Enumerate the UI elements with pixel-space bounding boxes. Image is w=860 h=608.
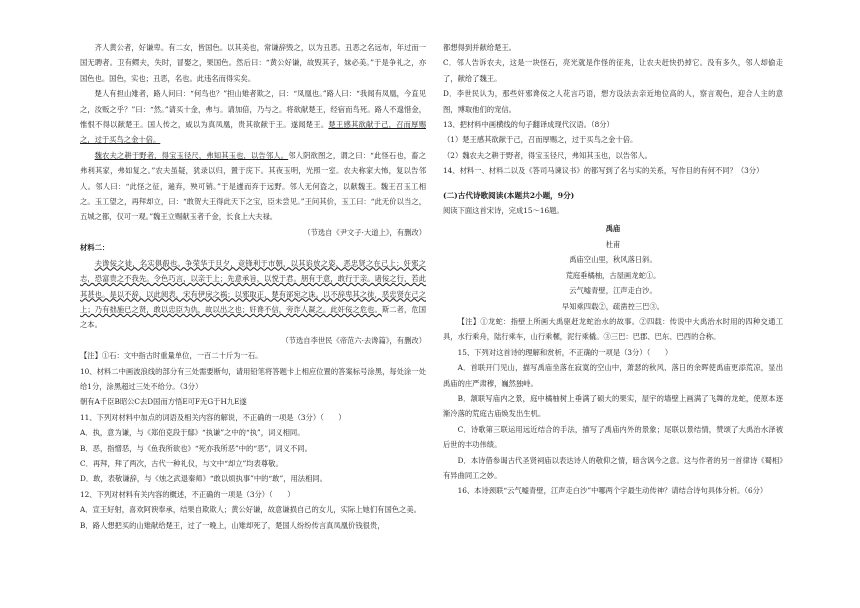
poem-line-3: 云气嘘青壁，江声走白沙。: [569, 286, 657, 296]
q15-option-b: B．颔联写庙内之景，庭中橘柚树上垂满了硕大的果实，屋宇的墙壁上画满了飞舞的龙蛇，使原本逐渐冷落的荒庭古庙焕发出生机。: [443, 393, 783, 419]
material2-para1-end: 斯二者，危国之本。: [80, 304, 427, 330]
wavy-underlined-text: 夫谗佞之徒，名实俱殽也。争荣华于旦夕，竞锋利于市朝，以其谄放之姿，恶忠贤之在己上；奸邪之志，恐富贵之不我先。令色巧言，以亲于上；先意承旨，以悦于君。朋有于意，敢行于亲。诸佞之行，若此其甚也。是以不辞，以此阅表，宋有伊戾之祸；以邪取正，楚有郤宛之诛。以不辞卑其之徒，恶忠贤在己之上；乃有拙施已之贤，敢以忠臣为仇，故以出之也；奸谗不信，旁诈人凝之。此奸佞之危也。: [80, 258, 426, 314]
question-10: 10、材料二中画波浪线的部分有三处需要断句，请用铅笔将答题卡上相应位置的答案标号涂黑，每处涂一处给1分，涂黑超过三处不给分。（3分）: [80, 366, 426, 391]
q13-item-2: （2）魏农夫之耕于野者，得宝玉径尺，弗知其玉也，以告邻人。: [443, 150, 652, 160]
material1-para1: 齐人黄公者，好谦卑。有二女，皆国色。以其美也，常谦辞毁之，以为丑恶。丑恶之名远布，年过而一国无聘者。卫有鳏夫，失时，冒娶之，果国色。然后曰：“黄公好谦，故毁其子，妹必美。”于是争礼之，亦国色也。国色，实也；丑恶，名也。此违名而得实矣。: [80, 43, 426, 83]
translation-sentence-2: 魏农夫之耕于野者，得宝玉径尺，弗知其玉也，以告邻人。: [94, 150, 289, 160]
poem-note: 【注】①龙蛇：指壁上所画大禹驱赶龙蛇治水的故事。②四载：传说中大禹治水时用的四种交通工具，水行乘舟，陆行乘车，山行乘樏，泥行乘橇。③三巴：巴郡、巴东、巴西的合称。: [443, 316, 783, 342]
right-column: [443, 40, 783, 499]
q12-option-a: A．宣王好射，喜欢阿谀奉承，结果自欺欺人；黄公好谦，故意谦损自己的女儿，实际上她们有国色之美。: [80, 505, 421, 515]
q11-option-d: D．敢，表敬谦辞，与《烛之武退秦师》“敢以烦执事”中的“敢”，用法相同。: [80, 474, 327, 484]
question-10-line: 朝有A千臣B昭公C去D国而方悟E可F无G于H九E遂: [80, 397, 247, 407]
section-2-intro: 阅读下面这首宋诗，完成15～16题。: [443, 206, 564, 216]
q15-option-a: A．首联开门见山，描写禹庙坐落在寂寞的空山中，萧瑟的秋风、落日的余晖使禹庙更添荒凉，显出禹庙的庄严肃穆，巍然独峙。: [443, 363, 783, 388]
material1-para3: [80, 148, 426, 225]
question-16: 16、本诗颈联“云气嘘青壁，江声走白沙”中哪两个字最生动传神？请结合诗句具体分析。（6分）: [457, 486, 768, 496]
poem-line-2: 荒庭垂橘柚，古屋画龙蛇①。: [565, 270, 661, 280]
material1-para2: [80, 86, 426, 148]
q12-option-b: B．路人想把买的山雉献给楚王，过了一晚上，山雉却死了，楚国人纷纷传言真凤凰价钱很贵，: [80, 520, 385, 530]
q15-option-d: D．本诗借参谒古代圣贤祠庙以表达诗人的敬仰之情，暗含讽今之意。这与作者的另一首律诗《蜀相》有异曲同工之妙。: [443, 455, 783, 480]
material2-source: （节选自李世民《帝范六·去谗篇》，有删改）: [281, 335, 426, 345]
q13-item-1: （1）楚王感其欲献于己，召而厚赐之，过于买鸟之金十倍。: [443, 135, 638, 145]
material2-label: 材料二：: [80, 243, 110, 253]
left-column: [80, 40, 426, 533]
poem-author: 杜甫: [605, 239, 621, 249]
question-15: 15、下列对这首诗的理解和赏析，不正确的一项是（3分）（ ）: [457, 347, 673, 357]
material1-para2-text: 楚人有担山雉者，路人问曰：“何鸟也？”担山雉者欺之，曰：“凤凰也。”路人曰：“我闻有凤凰，今直见之，汝贩之乎？”曰：“然。”请买十金，弗与。请加倍，乃与之。将欲献楚王，经宿而鸟死。路人不遑惜金，惟恨不得以献楚王。国人传之，咸以为真凤凰，贵其欲献于王。遂闻楚王。: [80, 89, 426, 130]
question-14: 14、材料一、材料二以及《答司马谏议书》的都写到了名与实的关系，写作目的有何不同？（3分）: [443, 166, 764, 176]
translation-sentence-1: 楚王感其欲献于己，召而厚赐之，过于买鸟之金十倍。: [80, 120, 427, 145]
question-12: 12、下列对材料有关内容的概述，不正确的一项是（3分）（ ）: [80, 489, 295, 499]
material1-source: （节选自《尹文子·大道上》，有删改）: [303, 227, 426, 237]
poem-title: 禹庙: [605, 224, 621, 234]
question-13: 13、把材料中画横线的句子翻译成现代汉语。（8分）: [443, 120, 614, 130]
material2-para1: [80, 256, 426, 333]
question-11: 11、下列对材料中加点的词语及相关内容的解说，不正确的一项是（3分）（ ）: [80, 412, 346, 422]
q11-option-c: C．再拜，拜了两次，古代一种礼仪，与文中“却立”均表尊敬。: [80, 458, 283, 468]
spacer: [443, 179, 783, 185]
q12-option-b-continued: 都想得到并献给楚王。: [443, 43, 516, 52]
q15-option-c: C．诗歌第三联运用远近结合的手法，描写了禹庙内外的景象；尾联以景结情，赞颂了大禹治水泽被后世的丰功伟绩。: [443, 424, 783, 450]
q11-option-a: A．执，意为谦，与《郑伯克段于鄢》“执谦”之中的“执”，词义相同。: [80, 428, 305, 438]
q11-option-b: B．恶，指憎恶，与《鱼我所欲也》“死亦我所恶”中的“恶”，词义不同。: [80, 443, 312, 453]
poem-line-4: 早知乘四载②，疏凿控三巴③。: [561, 301, 665, 311]
q12-option-d: D．李世民认为，那些奸邪谗佞之人花言巧语，想方设法去亲近地位高的人，察言观色，迎合人主的意图，博取他们的宠信。: [443, 89, 783, 114]
annotation-note: 【注】①石：文中指古时重量单位，一百二十斤为一石。: [80, 351, 263, 361]
poem-line-1: 禹庙空山里，秋风落日斜。: [569, 255, 657, 265]
section-2-title: (二)古代诗歌阅读(本题共2小题，9分): [443, 190, 575, 200]
q12-option-c: C．邻人告诉农夫，这是一块怪石，亮光就是作怪的征兆，让农夫赶快扔掉它。没有多久，邻人却偷走了，献给了魏王。: [443, 58, 783, 83]
material1-para3-text: 邻人阴欲图之，谓之曰：“此怪石也，畜之弗利其家，弗如复之。”农夫虽疑，犹录以归，置于庑下。其夜玉明，光照一室。农夫称家大怖，复以告邻人。邻人曰：“此怪之征，遄弃，殃可销。”于是遽而弃于远野。邻人无何盗之，以献魏王。魏王召玉工相之。玉工望之，再拜却立，曰：“敢贺大王得此天下之宝，臣未尝见。”王问其价，玉工曰：“此无价以当之，五城之都，仅可一观。”魏王立赐献玉者千金，长食上大夫禄。: [80, 150, 426, 222]
